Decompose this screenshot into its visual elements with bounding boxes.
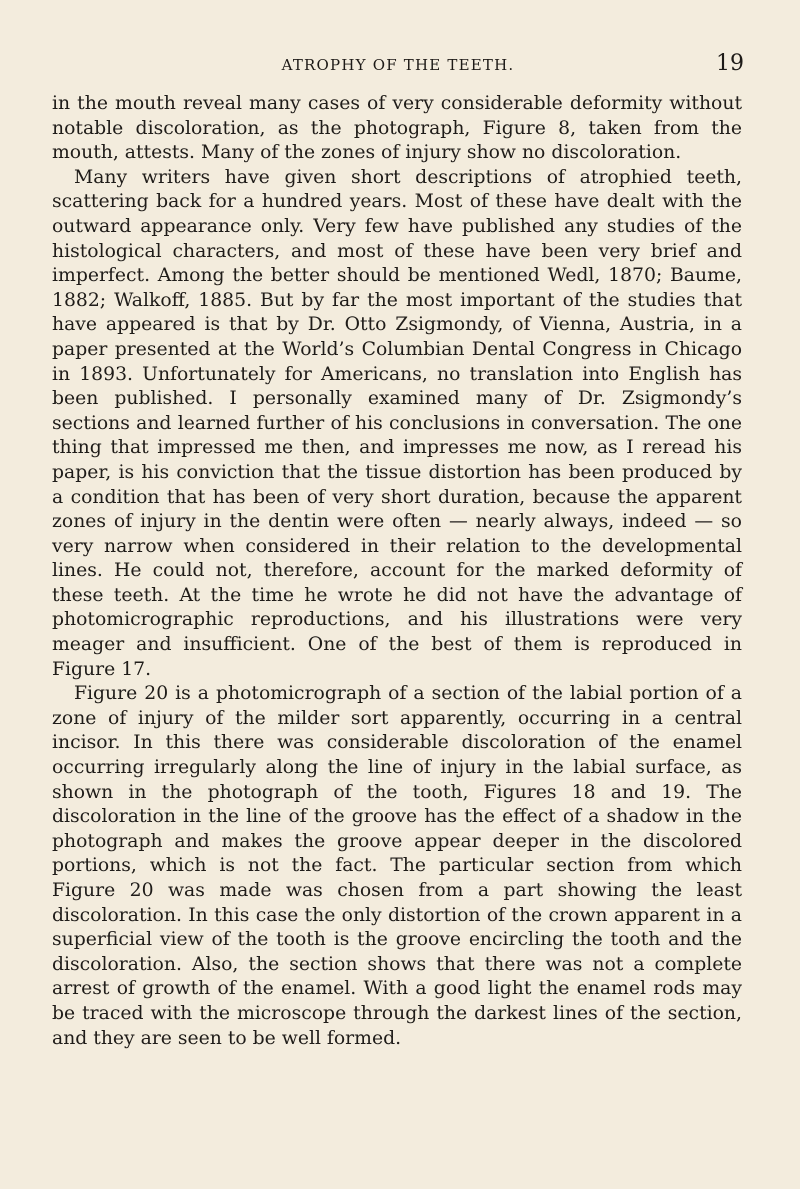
running-head: ATROPHY OF THE TEETH.	[281, 56, 515, 74]
body-text	[52, 92, 742, 1051]
paragraph-2: Many writers have given short descriptions of atrophied teeth, scattering back for a hundred years. Most of these have dealt with the outward appearance only. Very few have published any studies of the histological characters, and most of these have been very brief and imperfect. Among the better should be mentioned Wedl, 1870; Baume, 1882; Walkoff, 1885. But by far the most important of the studies that have appeared is that by Dr. Otto Zsigmondy, of Vienna, Austria, in a paper presented at the World’s Columbian Dental Congress in Chicago in 1893. Unfortunately for Americans, no translation into English has been published. I personally examined many of Dr. Zsigmondy’s sections and learned further of his conclusions in conversation. The one thing that impressed me then, and impresses me now, as I reread his paper, is his conviction that the tissue distortion has been produced by a condition that has been of very short duration, because the apparent zones of injury in the dentin were often — nearly always, indeed — so very narrow when considered in their relation to the developmental lines. He could not, therefore, account for the marked deformity of these teeth. At the time he wrote he did not have the advantage of photomicrographic reproductions, and his illustrations were very meager and insufficient. One of the best of them is reproduced in Figure 17.	[52, 166, 742, 680]
page-header	[52, 52, 744, 82]
paragraph-3: Figure 20 is a photomicrograph of a section of the labial portion of a zone of injury of the milder sort apparently, occurring in a central incisor. In this there was considerable discoloration of the enamel occurring irregularly along the line of injury in the labial surface, as shown in the photograph of the tooth, Figures 18 and 19. The discoloration in the line of the groove has the effect of a shadow in the photograph and makes the groove appear deeper in the discolored portions, which is not the fact. The particular section from which Figure 20 was made was chosen from a part showing the least discoloration. In this case the only distortion of the crown apparent in a superficial view of the tooth is the groove encircling the tooth and the discoloration. Also, the section shows that there was not a complete arrest of growth of the enamel. With a good light the enamel rods may be traced with the microscope through the darkest lines of the section, and they are seen to be well formed.	[52, 683, 742, 1049]
paragraph-1: in the mouth reveal many cases of very considerable deformity without notable discoloration, as the photograph, Figure 8, taken from the mouth, attests. Many of the zones of injury show no discoloration.	[52, 93, 742, 164]
page-number: 19	[716, 51, 744, 76]
